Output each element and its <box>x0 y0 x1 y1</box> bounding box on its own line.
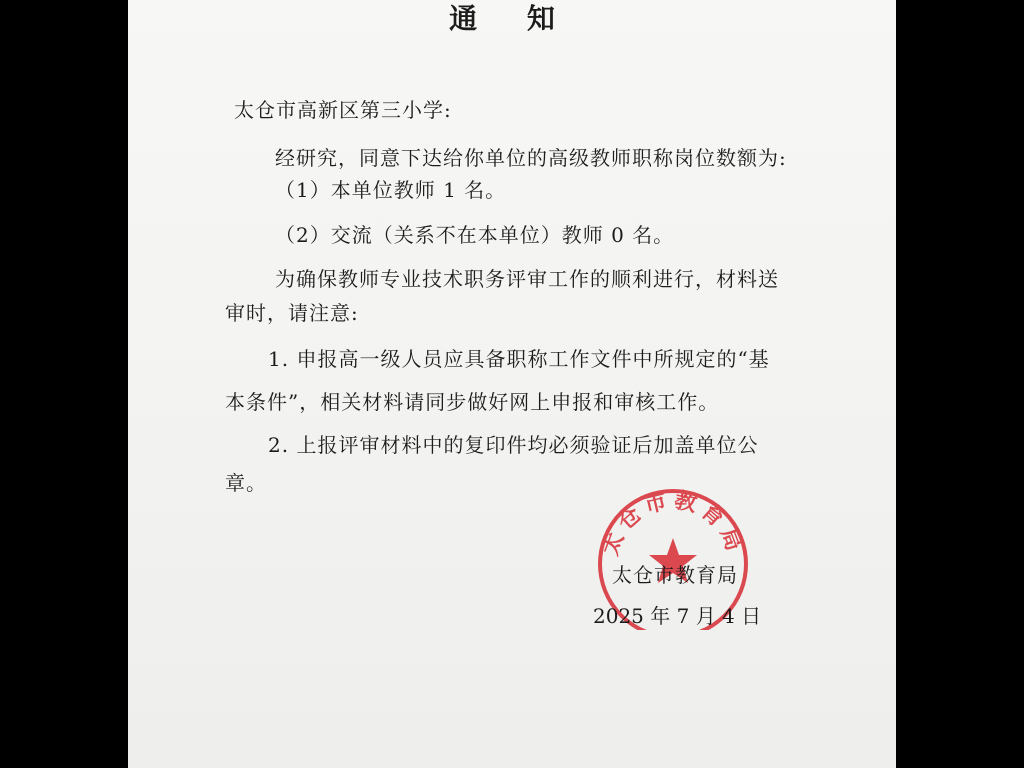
quota-item-2: （2）交流（关系不在本单位）教师 0 名。 <box>275 223 675 247</box>
intro-paragraph: 经研究，同意下达给你单位的高级教师职称岗位数额为: <box>275 146 787 170</box>
notice-title: 通 知 <box>449 2 575 35</box>
requirement-1-line-1: 1. 申报高一级人员应具备职称工作文件中所规定的“基 <box>268 347 770 371</box>
document-page <box>128 0 896 768</box>
requirement-2-line-1: 2. 上报评审材料中的复印件均必须验证后加盖单位公 <box>268 433 759 457</box>
issue-date: 2025 年 7 月 4 日 <box>593 604 762 628</box>
note-paragraph-line-1: 为确保教师专业技术职务评审工作的顺利进行，材料送 <box>275 267 779 291</box>
note-paragraph-line-2: 审时，请注意: <box>225 301 359 325</box>
quota-item-1: （1）本单位教师 1 名。 <box>275 178 507 202</box>
addressee: 太仓市高新区第三小学: <box>234 98 452 122</box>
issuer-name: 太仓市教育局 <box>612 563 738 587</box>
requirement-2-line-2: 章。 <box>225 471 267 495</box>
requirement-1-line-2: 本条件”，相关材料请同步做好网上申报和审核工作。 <box>225 390 720 414</box>
seal-text: 太仓市教育局 <box>598 488 748 559</box>
